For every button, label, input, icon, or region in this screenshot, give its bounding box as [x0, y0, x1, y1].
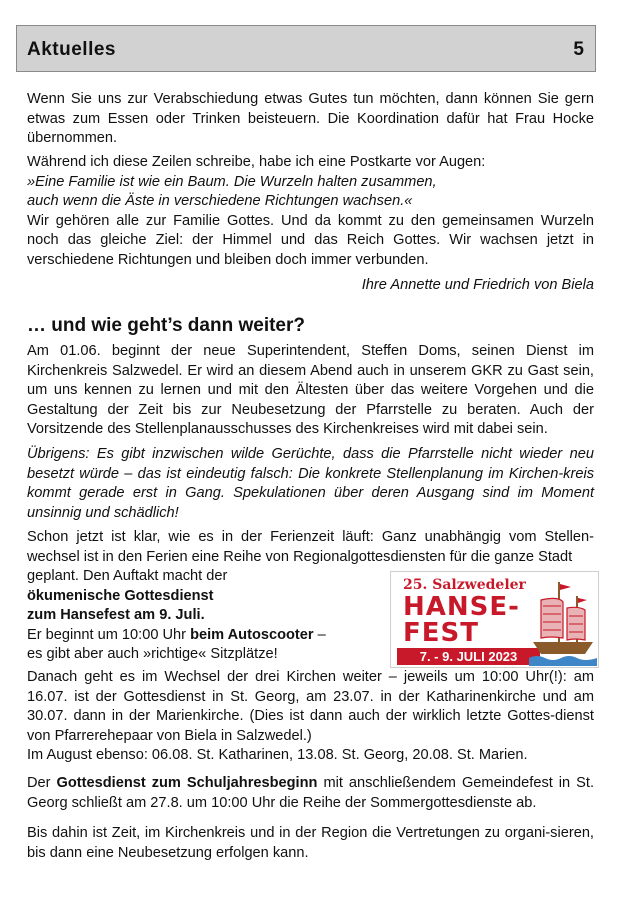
hansefest-ad [390, 571, 599, 668]
intro-paragraph-2 [27, 153, 594, 270]
oekumenisch-bold: ökumenische Gottesdienst [27, 587, 214, 604]
quote-line-1: »Eine Familie ist wie ein Baum. Die Wurzeln halten zusammen, [27, 173, 437, 190]
section-paragraph-after: Danach geht es im Wechsel der drei Kirchen weiter – jeweils um 10:00 Uhr(!): am 16.07. ist der Gottesdienst in St. Georg, am 23.07. in der Katharinenkirche und am 30.07. dann in der Marienkirche. (Dies ist dann auch der wirklich letzte Gottes-dienst von Pfarrerehepaar von Biela in Salzwedel.) Im August ebenso: 06.08. St. Katharinen, 13.08. St. Georg, 20.08. St. Marien. [27, 668, 594, 766]
page-title: Aktuelles [27, 39, 116, 60]
ad-subtitle: 25. Salzwedeler [403, 577, 526, 593]
auftakt-line: geplant. Den Auftakt macht der [27, 568, 228, 584]
autoscooter-line: Er beginnt um 10:00 Uhr beim Autoscooter – [27, 626, 326, 643]
page-header [16, 25, 596, 72]
intro-lead: Während ich diese Zeilen schreibe, habe ich eine Postkarte vor Augen: [27, 154, 486, 170]
signature: Ihre Annette und Friedrich von Biela [361, 277, 594, 293]
ad-title-line-2: FEST [403, 618, 479, 648]
section-paragraph-3: Schon jetzt ist klar, wie es in der Ferienzeit läuft: Ganz unabhängig vom Stellen-wechsel ist in den Ferien eine Reihe von Regionalgottesdiensten für die ganze Stadt [27, 529, 594, 565]
schuljahresbeginn-bold: Gottesdienst zum Schuljahresbeginn [56, 775, 318, 791]
page-number: 5 [573, 39, 584, 60]
section-paragraph-4: Der Gottesdienst zum Schuljahresbeginn mit anschließendem Gemeindefest in St. Georg schließt am 27.8. um 10:00 Uhr die Reihe der Sommergottesdienste ab. [27, 775, 594, 811]
quote-line-2: auch wenn die Äste in verschiedene Richtungen wachsen.« [27, 193, 413, 209]
intro-rest: Wir gehören alle zur Familie Gottes. Und da kommt zu den gemeinsamen Wurzeln noch das gleiche Ziel: der Himmel und das Reich Gottes. Wir wachsen jetzt in verschiedene Richtungen und bleiben doch immer verbunden. [27, 212, 594, 268]
sitzplaetze-line: es gibt aber auch »richtige« Sitzplätze! [27, 646, 278, 662]
section-paragraph-2: Übrigens: Es gibt inzwischen wilde Gerüchte, dass die Pfarrstelle nicht wieder neu besetzt würde – das ist eindeutig falsch: Die konkrete Stellenplanung im Kirchen-kreis kommt gerade erst in Gang. Spekulationen über deren Ausgang sind im Moment unsinnig und schädlich! [27, 446, 594, 521]
hansefest-text [27, 567, 387, 665]
ad-date-band: 7. - 9. JULI 2023 [397, 648, 540, 665]
section-paragraph-1: Am 01.06. beginnt der neue Superintendent, Steffen Doms, seinen Dienst im Kirchenkreis Salzwedel. Er wird an diesem Abend auch in unserem GKR zu Gast sein, um uns kennen zu lernen und mit den Ältesten über das weitere Vorgehen und die Gestaltung der Zeit bis zur Neubesetzung der Pfarrstelle zu beraten. Auch der Vorsitzende des Stellenplanausschusses des Kirchenkreises wird mit dabei sein. [27, 343, 594, 437]
ship-icon [529, 578, 597, 666]
ad-title-line-1: HANSE- [403, 592, 520, 622]
hansefest-date-bold: zum Hansefest am 9. Juli. [27, 607, 205, 623]
august-line: Im August ebenso: 06.08. St. Katharinen, 13.08. St. Georg, 20.08. St. Marien. [27, 747, 528, 763]
intro-paragraph-1: Wenn Sie uns zur Verabschiedung etwas Gutes tun möchten, dann können Sie gern etwas zum Essen oder Trinken beisteuern. Die Koordination dafür hat Frau Hocke übernommen. [27, 91, 594, 146]
section-heading: … und wie geht’s dann weiter? [27, 315, 305, 336]
section-paragraph-5: Bis dahin ist Zeit, im Kirchenkreis und in der Region die Vertretungen zu organi-sieren, bis dann eine Neubesetzung erfolgen kann. [27, 825, 594, 861]
